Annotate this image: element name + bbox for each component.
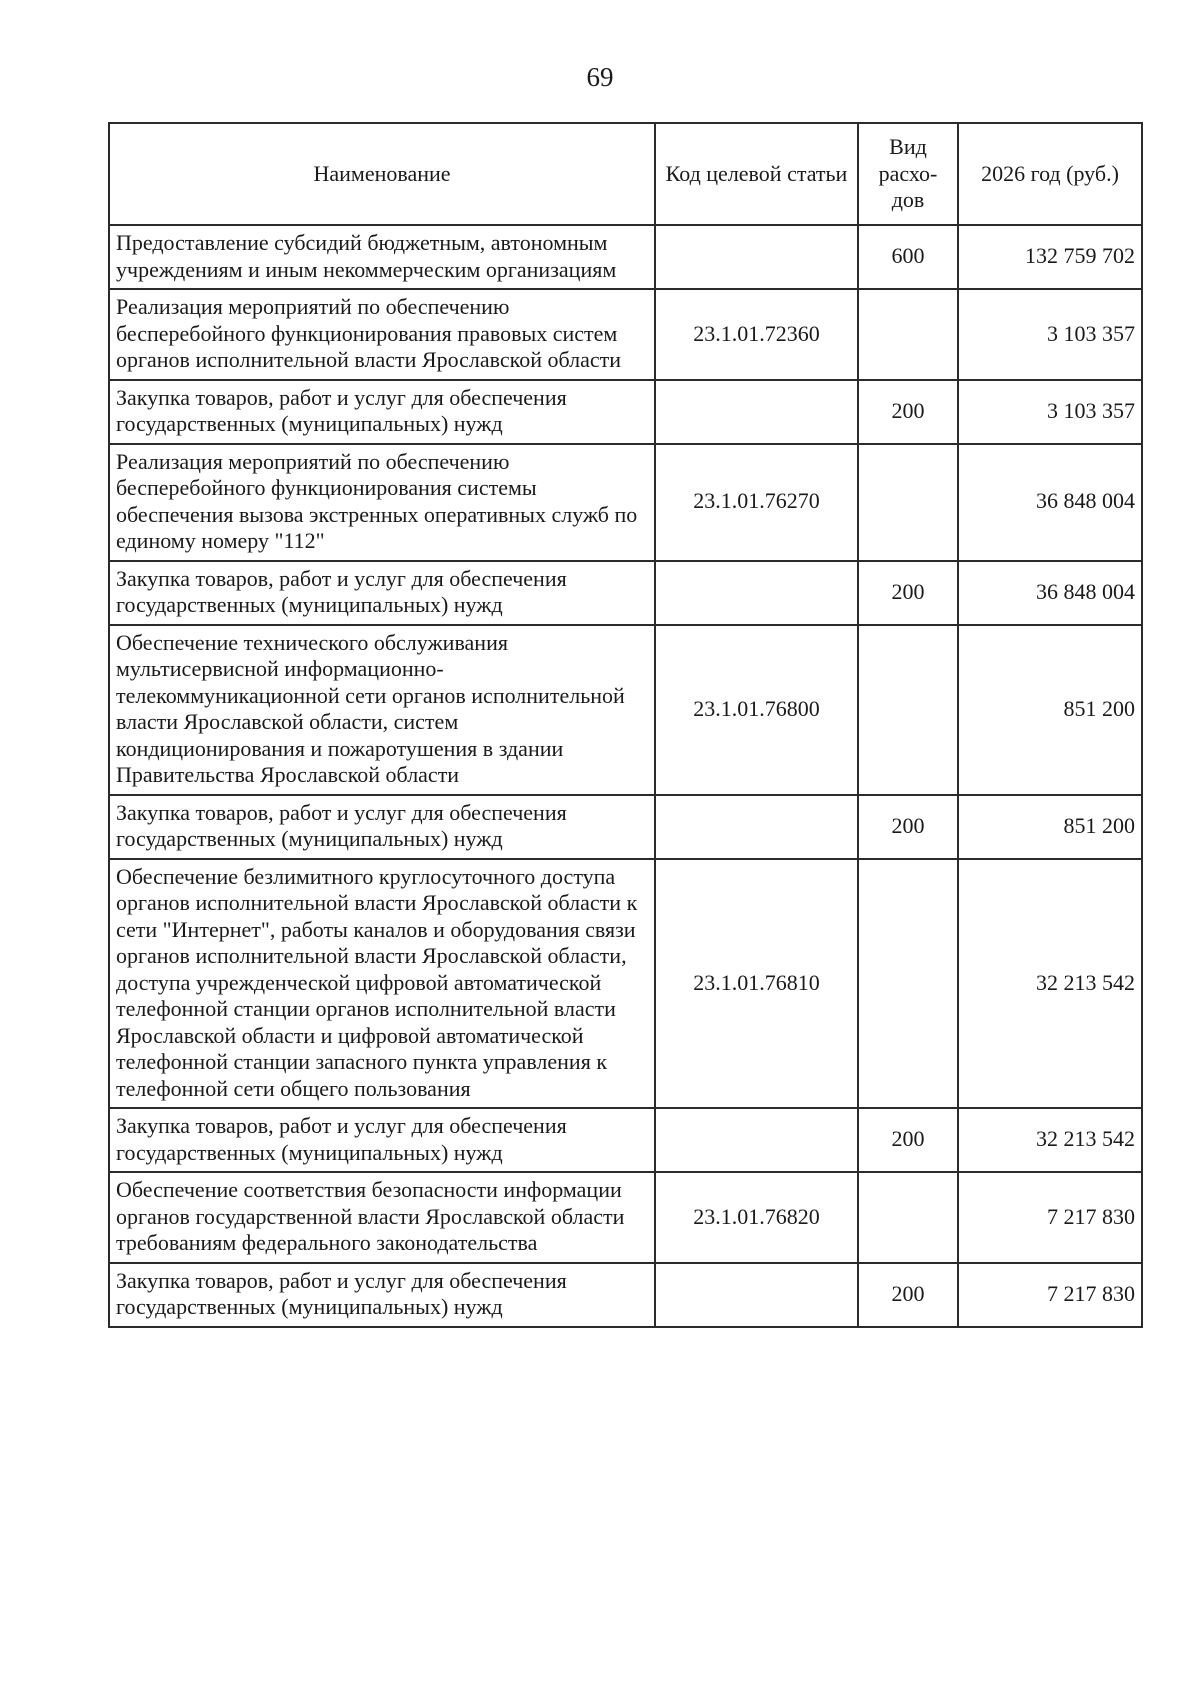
- cell-sum: 132 759 702: [958, 225, 1142, 289]
- cell-code: 23.1.01.76820: [655, 1172, 858, 1263]
- cell-name: Обеспечение соответствия безопасности информации органов государственной власти Ярославской области требованиям федерального законодательства: [109, 1172, 655, 1263]
- cell-code: [655, 1263, 858, 1327]
- cell-name: Обеспечение безлимитного круглосуточного доступа органов исполнительной власти Ярославской области к сети "Интернет", работы каналов и оборудования связи органов исполнительной власти Ярославской области, доступа учрежденческой цифровой автоматической телефонной станции органов исполнительной власти Ярославской области и цифровой автоматической телефонной станции запасного пункта управления к телефонной сети общего пользования: [109, 859, 655, 1109]
- cell-name: Обеспечение технического обслуживания мультисервисной информационно-телекоммуникационной сети органов исполнительной власти Ярославской области, систем кондиционирования и пожаротушения в здании Правительства Ярославской области: [109, 625, 655, 795]
- header-kind: Вид расхо-дов: [858, 123, 958, 225]
- budget-table: [108, 122, 1143, 1328]
- cell-code: 23.1.01.76800: [655, 625, 858, 795]
- cell-kind: 200: [858, 380, 958, 444]
- table-row: [109, 1108, 1142, 1172]
- table-row: [109, 289, 1142, 380]
- table-row: [109, 444, 1142, 561]
- cell-code: [655, 1108, 858, 1172]
- cell-name: Реализация мероприятий по обеспечению бесперебойного функционирования системы обеспечения вызова экстренных оперативных служб по единому номеру "112": [109, 444, 655, 561]
- cell-sum: 36 848 004: [958, 444, 1142, 561]
- table-row: [109, 1263, 1142, 1327]
- header-row: [109, 123, 1142, 225]
- cell-code: [655, 225, 858, 289]
- table-row: [109, 225, 1142, 289]
- cell-name: Закупка товаров, работ и услуг для обеспечения государственных (муниципальных) нужд: [109, 1263, 655, 1327]
- cell-code: 23.1.01.72360: [655, 289, 858, 380]
- table-row: [109, 1172, 1142, 1263]
- header-sum: 2026 год (руб.): [958, 123, 1142, 225]
- cell-code: [655, 380, 858, 444]
- header-code: Код целевой статьи: [655, 123, 858, 225]
- cell-kind: [858, 289, 958, 380]
- table-body: [109, 225, 1142, 1327]
- cell-name: Предоставление субсидий бюджетным, автономным учреждениям и иным некоммерческим организациям: [109, 225, 655, 289]
- cell-sum: 3 103 357: [958, 289, 1142, 380]
- cell-name: Закупка товаров, работ и услуг для обеспечения государственных (муниципальных) нужд: [109, 561, 655, 625]
- cell-kind: [858, 444, 958, 561]
- cell-sum: 32 213 542: [958, 859, 1142, 1109]
- cell-kind: [858, 859, 958, 1109]
- cell-sum: 36 848 004: [958, 561, 1142, 625]
- cell-name: Реализация мероприятий по обеспечению бесперебойного функционирования правовых систем органов исполнительной власти Ярославской области: [109, 289, 655, 380]
- table-row: [109, 561, 1142, 625]
- cell-kind: [858, 625, 958, 795]
- cell-kind: 200: [858, 561, 958, 625]
- cell-kind: 200: [858, 1263, 958, 1327]
- cell-sum: 32 213 542: [958, 1108, 1142, 1172]
- cell-code: [655, 561, 858, 625]
- cell-sum: 7 217 830: [958, 1172, 1142, 1263]
- cell-code: 23.1.01.76270: [655, 444, 858, 561]
- page-number: 69: [586, 62, 614, 92]
- table-row: [109, 625, 1142, 795]
- cell-sum: 3 103 357: [958, 380, 1142, 444]
- table-row: [109, 380, 1142, 444]
- cell-name: Закупка товаров, работ и услуг для обеспечения государственных (муниципальных) нужд: [109, 795, 655, 859]
- table-row: [109, 859, 1142, 1109]
- cell-code: 23.1.01.76810: [655, 859, 858, 1109]
- cell-name: Закупка товаров, работ и услуг для обеспечения государственных (муниципальных) нужд: [109, 1108, 655, 1172]
- cell-kind: 200: [858, 1108, 958, 1172]
- header-name: Наименование: [109, 123, 655, 225]
- cell-kind: [858, 1172, 958, 1263]
- cell-sum: 851 200: [958, 625, 1142, 795]
- cell-sum: 851 200: [958, 795, 1142, 859]
- cell-name: Закупка товаров, работ и услуг для обеспечения государственных (муниципальных) нужд: [109, 380, 655, 444]
- cell-kind: 200: [858, 795, 958, 859]
- table-row: [109, 795, 1142, 859]
- cell-code: [655, 795, 858, 859]
- table-header: [109, 123, 1142, 225]
- cell-kind: 600: [858, 225, 958, 289]
- cell-sum: 7 217 830: [958, 1263, 1142, 1327]
